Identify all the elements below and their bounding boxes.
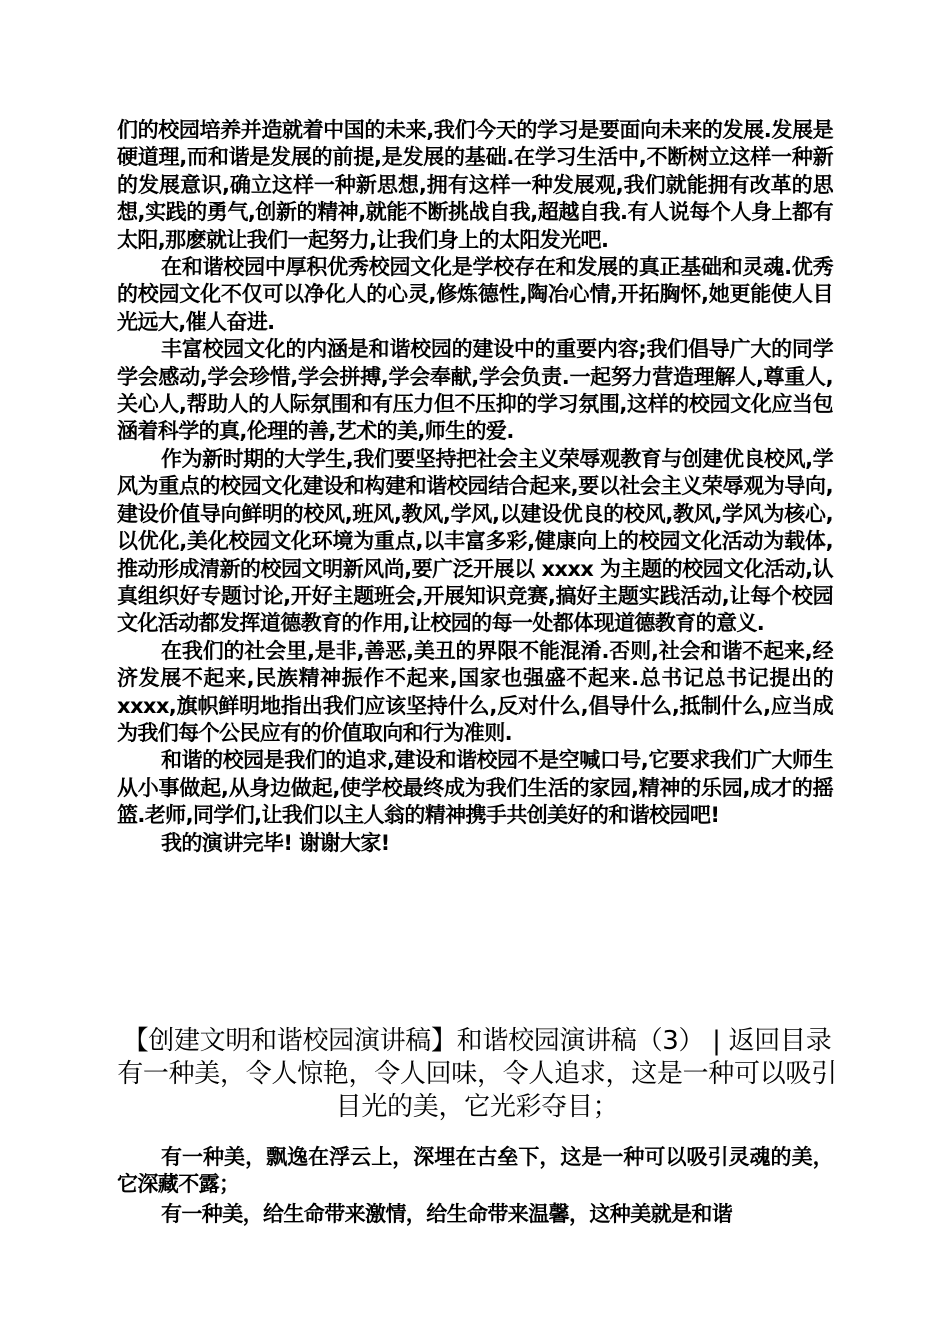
tail-paragraph-1: 有一种美，飘逸在浮云上，深埋在古垒下，这是一种可以吸引灵魂的美，它深藏不露； [117, 1145, 833, 1197]
speech-body [117, 117, 833, 857]
speech-continuation [117, 1144, 833, 1228]
paragraph-2: 在和谐校园中厚积优秀校园文化是学校存在和发展的真正基础和灵魂.优秀的校园文化不仅可以净化人的心灵,修炼德性,陶冶心情,开拓胸怀,她更能使人目光远大,催人奋进. [117, 255, 833, 334]
paragraph-6: 和谐的校园是我们的追求,建设和谐校园不是空喊口号,它要求我们广大师生从小事做起,从身边做起,使学校最终成为我们生活的家园,精神的乐园,成才的摇篮.老师,同学们,让我们以主人翁的精神携手共创美好的和谐校园吧! [117, 748, 833, 828]
closing-line: 我的演讲完毕! 谢谢大家! [161, 830, 390, 855]
paragraph-4: 作为新时期的大学生,我们要坚持把社会主义荣辱观教育与创建优良校风,学风为重点的校园文化建设和构建和谐校园结合起来,要以社会主义荣辱观为导向,建设价值导向鲜明的校风,班风,教风,学风,以建设优良的校风,教风,学风为核心,以优化,美化校园文化环境为重点,以丰富多彩,健康向上的校园文化活动为载体,推动形成清新的校园文明新风尚,要广泛开展以 xxxx 为主题的校园文化活动,认真组织好专题讨论,开好主题班会,开展知识竞赛,搞好主题实践活动,让每个校园文化活动都发挥道德教育的作用,让校园的每一处都体现道德教育的意义. [117, 446, 833, 636]
section-heading: 【创建文明和谐校园演讲稿】和谐校园演讲稿（3） | 返回目录 有一种美，令人惊艳，令人回味，令人追求，这是一种可以吸引目光的美，它光彩夺目； [117, 1026, 837, 1122]
tail-paragraph-2: 有一种美，给生命带来激情，给生命带来温馨，这种美就是和谐 [161, 1201, 733, 1226]
paragraph-1: 们的校园培养并造就着中国的未来,我们今天的学习是要面向未来的发展.发展是硬道理,而和谐是发展的前提,是发展的基础.在学习生活中,不断树立这样一种新的发展意识,确立这样一种新思想,拥有这样一种发展观,我们就能拥有改革的思想,实践的勇气,创新的精神,就能不断挑战自我,超越自我.有人说每个人身上都有太阳,那麽就让我们一起努力,让我们身上的太阳发光吧. [117, 118, 833, 252]
paragraph-5: 在我们的社会里,是非,善恶,美丑的界限不能混淆.否则,社会和谐不起来,经济发展不起来,民族精神振作不起来,国家也强盛不起来.总书记总书记提出的 xxxx,旗帜鲜明地指出我们应该坚持什么,反对什么,倡导什么,抵制什么,应当成为我们每个公民应有的价值取向和行为准则. [117, 638, 833, 745]
paragraph-3: 丰富校园文化的内涵是和谐校园的建设中的重要内容;我们倡导广大的同学学会感动,学会珍惜,学会拼搏,学会奉献,学会负责.一起努力营造理解人,尊重人,关心人,帮助人的人际氛围和有压力但不压抑的学习氛围,这样的校园文化应当包涵着科学的真,伦理的善,艺术的美,师生的爱. [117, 337, 833, 444]
